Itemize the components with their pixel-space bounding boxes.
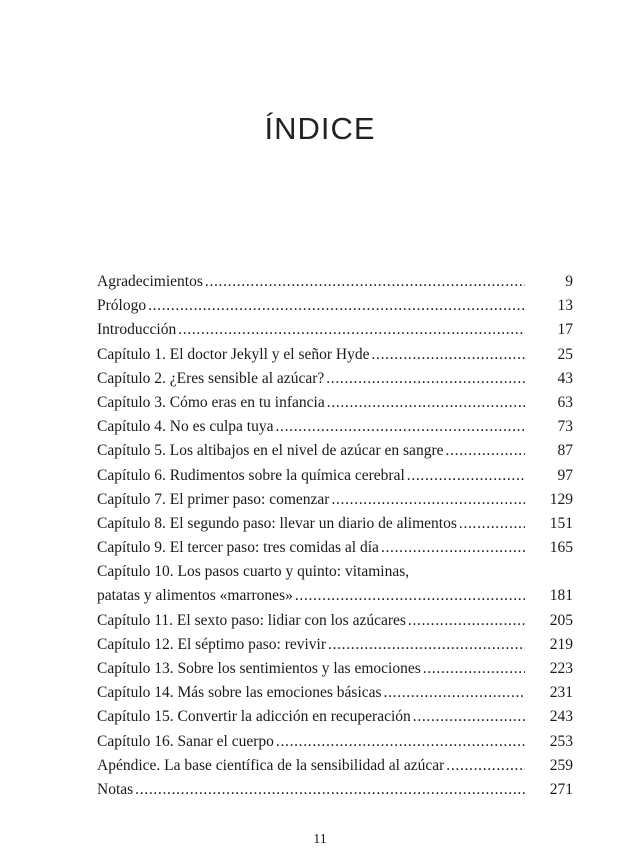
dot-leader (372, 343, 526, 367)
dot-leader (276, 415, 526, 439)
dot-leader (445, 439, 525, 463)
toc-entry (97, 512, 573, 536)
toc-entry-label: Capítulo 7. El primer paso: comenzar (97, 490, 330, 508)
toc-entry (97, 415, 573, 439)
toc-entry-label: patatas y alimentos «marrones» (97, 587, 293, 605)
dot-leader (407, 464, 525, 488)
dot-leader (408, 609, 525, 633)
toc-entry-page: 43 (557, 369, 573, 387)
toc-entry (97, 560, 573, 584)
toc-entry-label: Notas (97, 780, 134, 798)
toc-entry (97, 318, 573, 342)
toc-entry-page: 13 (557, 297, 573, 315)
toc-entry-page: 151 (549, 514, 573, 532)
toc-entry (97, 367, 573, 391)
toc-entry-page: 181 (549, 587, 573, 605)
toc-entry-page: 205 (549, 611, 573, 629)
dot-leader (326, 367, 525, 391)
toc-entry-page: 63 (557, 393, 573, 411)
toc-entry-label: Prólogo (97, 297, 147, 315)
toc-entry (97, 657, 573, 681)
toc-entry-label: Capítulo 2. ¿Eres sensible al azúcar? (97, 369, 325, 387)
toc-entry-label: Capítulo 12. El séptimo paso: revivir (97, 635, 327, 653)
dot-leader (413, 705, 525, 729)
toc-entry-page: 271 (549, 780, 573, 798)
toc-entry-label: Capítulo 4. No es culpa tuya (97, 418, 274, 436)
toc-entry (97, 391, 573, 415)
toc-entry-label: Capítulo 9. El tercer paso: tres comidas al día (97, 539, 379, 557)
dot-leader (327, 391, 525, 415)
dot-leader (384, 681, 525, 705)
toc-entry-page: 219 (549, 635, 573, 653)
toc-entry-label: Capítulo 13. Sobre los sentimientos y las emociones (97, 660, 421, 677)
toc-entry-page: 25 (557, 345, 573, 363)
toc-entry-label: Capítulo 6. Rudimentos sobre la química cerebral (97, 466, 405, 484)
toc-entry (97, 488, 573, 512)
toc-entry-page: 243 (549, 708, 573, 726)
toc-entry-page: 17 (557, 321, 573, 339)
toc-entry-label: Capítulo 3. Cómo eras en tu infancia (97, 393, 325, 411)
toc-entry (97, 270, 573, 294)
toc-entry-label: Agradecimientos (97, 273, 203, 290)
toc-entry (97, 464, 573, 488)
page-number: 11 (313, 832, 327, 847)
toc-entry-label: Capítulo 14. Más sobre las emociones básicas (97, 684, 382, 702)
dot-leader (148, 294, 525, 318)
toc-entry-page: 223 (549, 660, 573, 677)
dot-leader (331, 488, 525, 512)
dot-leader (423, 657, 525, 681)
toc-entry-page: 73 (557, 418, 573, 436)
dot-leader (446, 754, 525, 778)
dot-leader (295, 584, 525, 608)
toc-entry-page: 97 (557, 466, 573, 484)
toc-entry-label: Apéndice. La base científica de la sensibilidad al azúcar (97, 756, 445, 774)
toc-entry (97, 584, 573, 608)
toc-entry-label: Capítulo 5. Los altibajos en el nivel de azúcar en sangre (97, 442, 444, 460)
toc-entry-label: Capítulo 10. Los pasos cuarto y quinto: vitaminas, (97, 563, 410, 581)
toc-entry-label: Capítulo 8. El segundo paso: llevar un diario de alimentos (97, 514, 457, 532)
toc-entry-label: Capítulo 15. Convertir la adicción en recuperación (97, 708, 411, 726)
toc-entry-page: 231 (549, 684, 573, 702)
dot-leader (135, 778, 525, 802)
dot-leader (328, 633, 525, 657)
dot-leader (381, 536, 525, 560)
toc-entry (97, 294, 573, 318)
toc-entry (97, 439, 573, 463)
dot-leader (459, 512, 525, 536)
toc-entry (97, 536, 573, 560)
toc-entry-page: 259 (549, 756, 573, 774)
toc-entry-page: 129 (549, 490, 573, 508)
toc-entry (97, 681, 573, 705)
toc-entry-label: Introducción (97, 321, 177, 339)
dot-leader (276, 730, 525, 754)
toc-entry-label: Capítulo 16. Sanar el cuerpo (97, 732, 274, 750)
toc-entry (97, 730, 573, 754)
toc-entry-page: 9 (565, 273, 573, 290)
toc-entry (97, 609, 573, 633)
toc-entry-label: Capítulo 1. El doctor Jekyll y el señor Hyde (97, 345, 370, 363)
dot-leader (205, 270, 525, 294)
toc-entry-page: 253 (549, 732, 573, 750)
toc-entry (97, 705, 573, 729)
toc-entry-label: Capítulo 11. El sexto paso: lidiar con los azúcares (97, 611, 406, 629)
table-of-contents (97, 270, 573, 802)
toc-entry (97, 633, 573, 657)
dot-leader (178, 318, 525, 342)
toc-entry-page: 165 (549, 539, 573, 557)
toc-entry-page: 87 (557, 442, 573, 460)
page-title: ÍNDICE (264, 111, 376, 146)
toc-entry (97, 754, 573, 778)
toc-entry (97, 778, 573, 802)
toc-entry (97, 343, 573, 367)
